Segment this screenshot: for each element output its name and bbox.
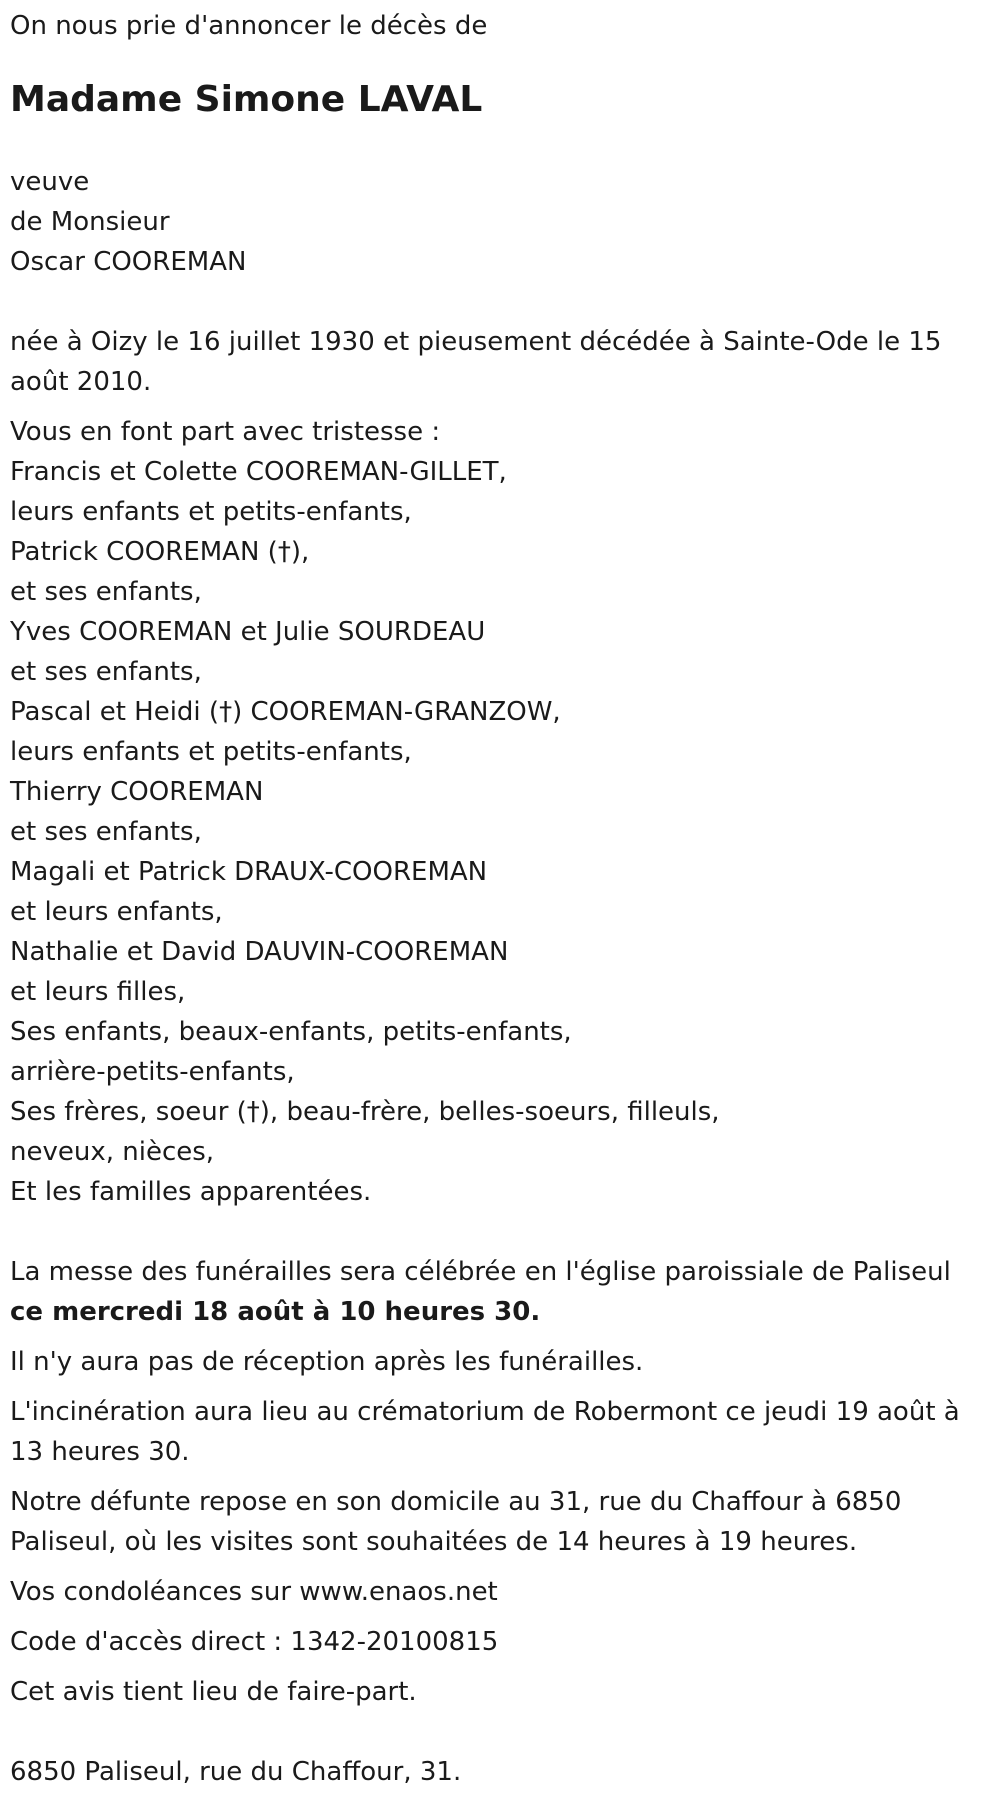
- family-line: neveux, nièces,: [10, 1137, 215, 1167]
- family-line: Et les familles apparentées.: [10, 1177, 372, 1207]
- family-line: Patrick COOREMAN (†),: [10, 537, 310, 567]
- family-line: Francis et Colette COOREMAN-GILLET,: [10, 457, 507, 487]
- spouse-line: veuve: [10, 167, 90, 197]
- family-line: Ses enfants, beaux-enfants, petits-enfants,: [10, 1017, 572, 1047]
- spouse-line: Oscar COOREMAN: [10, 247, 247, 277]
- repose-text: Notre défunte repose en son domicile au 31, rue du Chaffour à 6850 Paliseul, où les visites sont souhaitées de 14 heures à 19 heures.: [10, 1487, 902, 1557]
- family-line: et leurs filles,: [10, 977, 186, 1007]
- funeral-location: La messe des funérailles sera célébrée en l'église paroissiale de Paliseul: [10, 1257, 951, 1287]
- family-line: Yves COOREMAN et Julie SOURDEAU: [10, 617, 486, 647]
- birth-death-text: née à Oizy le 16 juillet 1930 et pieusement décédée à Sainte-Ode le 15 août 2010.: [10, 327, 942, 397]
- spouse-line: de Monsieur: [10, 207, 170, 237]
- family-line: et leurs enfants,: [10, 897, 223, 927]
- spouse-block: [10, 162, 990, 282]
- family-line: et ses enfants,: [10, 657, 202, 687]
- access-code-text: Code d'accès direct : 1342-20100815: [10, 1627, 499, 1657]
- intro-text: On nous prie d'annoncer le décès de: [10, 11, 488, 41]
- address-text: 6850 Paliseul, rue du Chaffour, 31.: [10, 1757, 462, 1787]
- deceased-name: Madame Simone LAVAL: [10, 79, 483, 120]
- family-line: Thierry COOREMAN: [10, 777, 264, 807]
- family-line: Vous en font part avec tristesse :: [10, 417, 441, 447]
- funeral-date: ce mercredi 18 août à 10 heures 30.: [10, 1297, 541, 1327]
- funeral-text: [10, 1252, 985, 1332]
- cremation-text: L'incinération aura lieu au crématorium de Robermont ce jeudi 19 août à 13 heures 30.: [10, 1397, 960, 1467]
- family-line: Magali et Patrick DRAUX-COOREMAN: [10, 857, 488, 887]
- family-line: et ses enfants,: [10, 817, 202, 847]
- family-line: leurs enfants et petits-enfants,: [10, 737, 412, 767]
- family-line: Pascal et Heidi (†) COOREMAN-GRANZOW,: [10, 697, 561, 727]
- condolences-text: Vos condoléances sur www.enaos.net: [10, 1577, 498, 1607]
- family-line: leurs enfants et petits-enfants,: [10, 497, 412, 527]
- family-line: arrière-petits-enfants,: [10, 1057, 295, 1087]
- family-line: Nathalie et David DAUVIN-COOREMAN: [10, 937, 509, 967]
- reception-text: Il n'y aura pas de réception après les funérailles.: [10, 1347, 644, 1377]
- family-line: et ses enfants,: [10, 577, 202, 607]
- family-line: Ses frères, soeur (†), beau-frère, belles-soeurs, filleuls,: [10, 1097, 720, 1127]
- family-block: [10, 412, 990, 1212]
- notice-text: Cet avis tient lieu de faire-part.: [10, 1677, 417, 1707]
